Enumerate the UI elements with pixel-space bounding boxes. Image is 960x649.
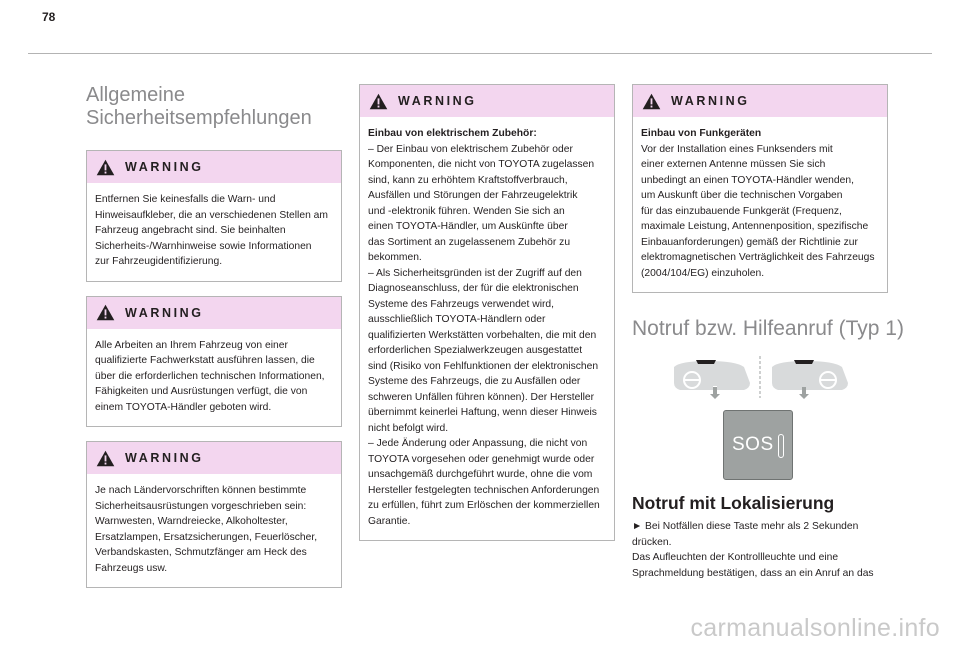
warning-box-labels xyxy=(86,150,342,282)
text-line: Ausfällen und Störungen der Fahrzeugelektrik xyxy=(368,190,578,201)
text-line: Hersteller festgelegten technischen Anforderungen xyxy=(368,484,600,496)
text-line: Verbandskasten, Schmutzfänger am Heck des xyxy=(95,547,307,558)
warning-triangle-icon xyxy=(96,304,115,321)
warning-body xyxy=(87,183,341,281)
text-line: das Sortiment an zugelassenem Zubehör zu xyxy=(368,236,571,248)
warning-box-radio-equipment xyxy=(632,84,888,293)
header-divider xyxy=(28,53,932,54)
column-3 xyxy=(632,84,904,581)
text-line: Das Aufleuchten der Kontrollleuchte und eine xyxy=(632,552,839,563)
warning-triangle-icon xyxy=(96,159,115,176)
warning-header xyxy=(87,151,341,183)
text-line: qualifizierte Fachwerkstatt ausführen lassen, die xyxy=(95,355,315,366)
text-line: drücken. xyxy=(632,536,672,548)
text-line: um Auskunft über die technischen Vorgaben xyxy=(641,190,843,201)
warning-header xyxy=(360,85,614,117)
text-line: zur Fahrzeugidentifizierung. xyxy=(95,256,223,267)
sos-illustration xyxy=(632,410,888,480)
text-line: Warnwesten, Warndreiecke, Alkoholtester, xyxy=(95,516,288,527)
warning-box-workshop xyxy=(86,296,342,428)
warning-header xyxy=(87,442,341,474)
text-line: Sicherheits-/Warnhinweise sowie Informationen xyxy=(95,240,312,252)
text-line: Je nach Ländervorschriften können bestimmte xyxy=(95,485,307,496)
text-line: übernimmt keinerlei Haftung, wenn dieser Hinweis xyxy=(368,407,597,418)
sos-button-label: SOS xyxy=(732,434,774,455)
text-line: qualifizierten Werkstätten vorbehalten, die mit den xyxy=(368,329,597,341)
text-line: erforderlichen Spezialwerkzeugen ausgestattet xyxy=(368,345,583,356)
text-line: Komponenten, die nicht von TOYOTA zugelassen xyxy=(368,159,595,170)
text-line: (2004/104/EG) einzuholen. xyxy=(641,267,765,279)
text-line: Ersatzlampen, Ersatzsicherungen, Feuerlöscher, xyxy=(95,531,318,543)
warning-box-equipment xyxy=(86,441,342,588)
text-line: schweren Unfällen führen können). Der Hersteller xyxy=(368,391,595,403)
emergency-call-instructions xyxy=(632,519,888,581)
warning-label: WARNING xyxy=(671,94,750,108)
section-title-line-1: Allgemeine xyxy=(86,84,185,106)
warning-label: WARNING xyxy=(398,94,477,108)
text-line: nicht befolgt wird. xyxy=(368,422,449,434)
text-line: sind, kann zu erhöhtem Kraftstoffverbrauch, xyxy=(368,174,568,186)
warning-body xyxy=(87,329,341,427)
text-line: – Der Einbau von elektrischem Zubehör oder xyxy=(368,143,573,155)
text-line: einen TOYOTA-Händler, um Auskünfte über xyxy=(368,221,568,232)
left-hand-drive-console-icon xyxy=(674,360,750,399)
text-line: Einbauanforderungen) gemäß der Richtlinie zur xyxy=(641,236,858,248)
sos-button xyxy=(723,410,793,480)
text-line: sind (Risiko von Fehlfunktionen der elektronischen xyxy=(368,360,599,372)
subsection-title: Notruf mit Lokalisierung xyxy=(632,493,835,513)
text-line: Fahrzeug angebracht sind. Sie beinhalten xyxy=(95,225,286,236)
warning-text xyxy=(95,338,333,416)
text-line: Fahrzeugs usw. xyxy=(95,562,168,574)
section-title-safety xyxy=(86,84,342,130)
warning-triangle-icon xyxy=(96,450,115,467)
warning-body xyxy=(87,474,341,587)
column-1 xyxy=(86,84,342,588)
text-line: für das einzubauende Funkgerät (Frequenz, xyxy=(641,205,842,217)
text-line: Systeme des Fahrzeugs verwendet wird, xyxy=(368,298,554,310)
text-line: Fähigkeiten und Ausrüstungen verfügt, die von xyxy=(95,386,308,397)
text-line: – Als Sicherheitsgründen ist der Zugriff auf den xyxy=(368,267,582,279)
warning-label: WARNING xyxy=(125,451,204,465)
section-title-emergency-call: Notruf bzw. Hilfeanruf (Typ 1) xyxy=(632,317,904,340)
warning-label: WARNING xyxy=(125,305,204,320)
page-number: 78 xyxy=(42,10,56,24)
text-line: einem TOYOTA-Händler geboten wird. xyxy=(95,401,272,413)
section-title-line-2: Sicherheitsempfehlungen xyxy=(86,107,312,129)
warning-text xyxy=(95,192,333,270)
warning-lead: Einbau von Funkgeräten xyxy=(641,128,762,139)
text-line: Vor der Installation eines Funksenders mit xyxy=(641,143,833,155)
warning-header xyxy=(633,85,887,117)
text-line: und -elektronik führen. Wenden Sie sich an xyxy=(368,205,565,217)
sos-indicator-light xyxy=(778,434,784,458)
warning-body xyxy=(633,117,887,292)
right-hand-drive-console-icon xyxy=(772,360,848,399)
text-line: zu erfüllen, führt zum Erlöschen der kommerziellen xyxy=(368,500,600,511)
column-2 xyxy=(359,84,615,541)
text-line: bekommen. xyxy=(368,252,422,263)
text-line: maximale Leistung, Antennenposition, spezifische xyxy=(641,221,869,232)
warning-label: WARNING xyxy=(125,160,204,174)
warning-box-electrical-accessories xyxy=(359,84,615,541)
text-line: Sicherheitsausrüstungen vorgeschrieben sein: xyxy=(95,500,307,512)
text-line: unbedingt an einen TOYOTA-Händler wenden, xyxy=(641,174,854,186)
warning-text xyxy=(95,483,333,576)
warning-body xyxy=(360,117,614,540)
watermark: carmanualsonline.info xyxy=(690,614,940,642)
text-line: einer externen Antenne müssen Sie sich xyxy=(641,159,826,170)
text-line: Hinweisaufkleber, die an verschiedenen Stellen am xyxy=(95,209,328,221)
text-line: ausschließlich TOYOTA-Händlern oder xyxy=(368,314,546,325)
text-line: Alle Arbeiten an Ihrem Fahrzeug von einer xyxy=(95,339,288,351)
warning-text xyxy=(368,126,606,529)
warning-text xyxy=(641,126,879,281)
text-line: Diagnoseanschluss, der für die elektronischen xyxy=(368,283,579,294)
text-line: Garantie. xyxy=(368,515,411,527)
warning-triangle-icon xyxy=(369,93,388,110)
text-line: – Jede Änderung oder Anpassung, die nicht von xyxy=(368,438,588,449)
text-line: über die erforderlichen technischen Informationen, xyxy=(95,370,325,382)
text-line: ► Bei Notfällen diese Taste mehr als 2 Sekunden xyxy=(632,521,859,532)
roof-console-illustration xyxy=(632,354,888,400)
text-line: Systeme des Fahrzeugs, die zu Ausfällen oder xyxy=(368,376,581,387)
warning-header xyxy=(87,297,341,329)
warning-triangle-icon xyxy=(642,93,661,110)
text-line: unsachgemäß durchgeführt wurde, ohne die vom xyxy=(368,469,593,480)
warning-lead: Einbau von elektrischem Zubehör: xyxy=(368,128,537,139)
text-line: TOYOTA vorgesehen oder genehmigt wurde oder xyxy=(368,453,595,465)
text-line: Sprachmeldung bestätigen, dass an ein Anruf an das xyxy=(632,567,874,579)
text-line: elektromagnetischen Verträglichkeit des Fahrzeugs xyxy=(641,252,875,263)
text-line: Entfernen Sie keinesfalls die Warn- und xyxy=(95,194,276,205)
